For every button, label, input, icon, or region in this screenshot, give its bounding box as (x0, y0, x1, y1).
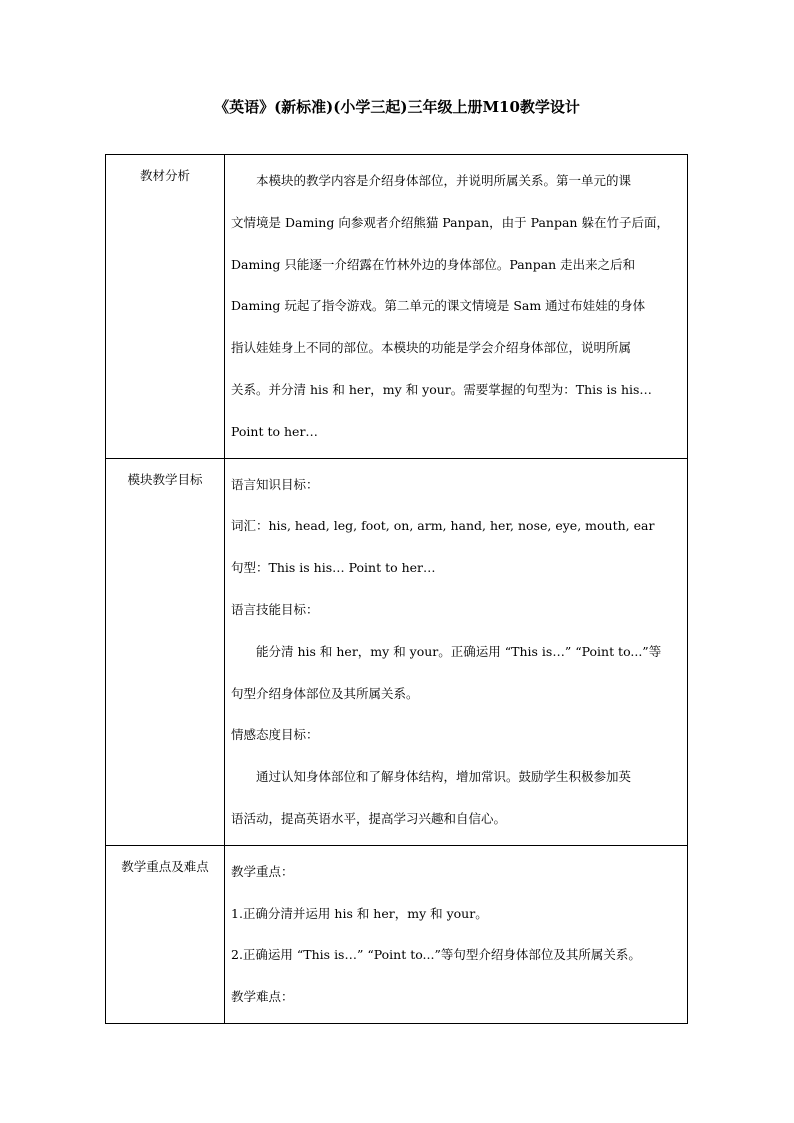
table-row (106, 155, 688, 459)
text-line: 句型介绍身体部位及其所属关系。 (231, 685, 419, 701)
text-line: 本模块的教学内容是介绍身体部位，并说明所属关系。第一单元的课 (256, 173, 632, 188)
text-line: Daming 玩起了指令游戏。第二单元的课文情境是 Sam 通过布娃娃的身体 (231, 298, 646, 314)
text-line: 通过认知身体部位和了解身体结构，增加常识。鼓励学生积极参加英 (256, 769, 632, 785)
text-line: 情感态度目标： (231, 727, 319, 743)
text-line: Point to her… (231, 423, 318, 439)
text-line: 语言知识目标： (231, 476, 319, 492)
table-row (106, 458, 688, 845)
text-line: 2.正确运用 “This is…” “Point to...”等句型介绍身体部位及其所属关系。 (231, 947, 641, 963)
text-line: 指认娃娃身上不同的部位。本模块的功能是学会介绍身体部位，说明所属 (231, 340, 632, 356)
document-title: 《英语》(新标准)(小学三起)三年级上册M10教学设计 (214, 98, 580, 116)
text-line: 词汇：his, head, leg, foot, on, arm, hand, her, nose, eye, mouth, ear (231, 518, 655, 534)
table-row (106, 845, 688, 1023)
row-label: 教材分析 (139, 168, 190, 183)
row-label: 模块教学目标 (127, 471, 203, 487)
row-content-cell (225, 458, 688, 845)
row-label-cell (106, 458, 225, 845)
text-line: 语言技能目标： (231, 601, 319, 617)
text-line: 教学难点： (231, 989, 294, 1005)
row-label-cell (106, 155, 225, 459)
text-line: 教学重点： (231, 863, 294, 879)
row-content-cell (225, 845, 688, 1023)
text-line: 1.正确分清并运用 his 和 her，my 和 your。 (231, 905, 488, 921)
text-line: 关系。并分清 his 和 her，my 和 your。需要掌握的句型为：This is his… (231, 381, 652, 397)
row-label-cell (106, 845, 225, 1023)
text-line: 文情境是 Daming 向参观者介绍熊猫 Panpan，由于 Panpan 躲在竹子后面， (231, 214, 669, 230)
text-line: 句型：This is his… Point to her… (231, 560, 436, 576)
lesson-plan-table (105, 154, 688, 1024)
text-line: 能分清 his 和 her，my 和 your。正确运用 “This is…” “Point to...”等 (256, 643, 662, 659)
row-label: 教学重点及难点 (121, 858, 209, 874)
row-content-cell (225, 155, 688, 459)
text-line: 语活动，提高英语水平，提高学习兴趣和自信心。 (231, 810, 507, 826)
text-line: Daming 只能逐一介绍露在竹林外边的身体部位。Panpan 走出来之后和 (231, 256, 636, 272)
